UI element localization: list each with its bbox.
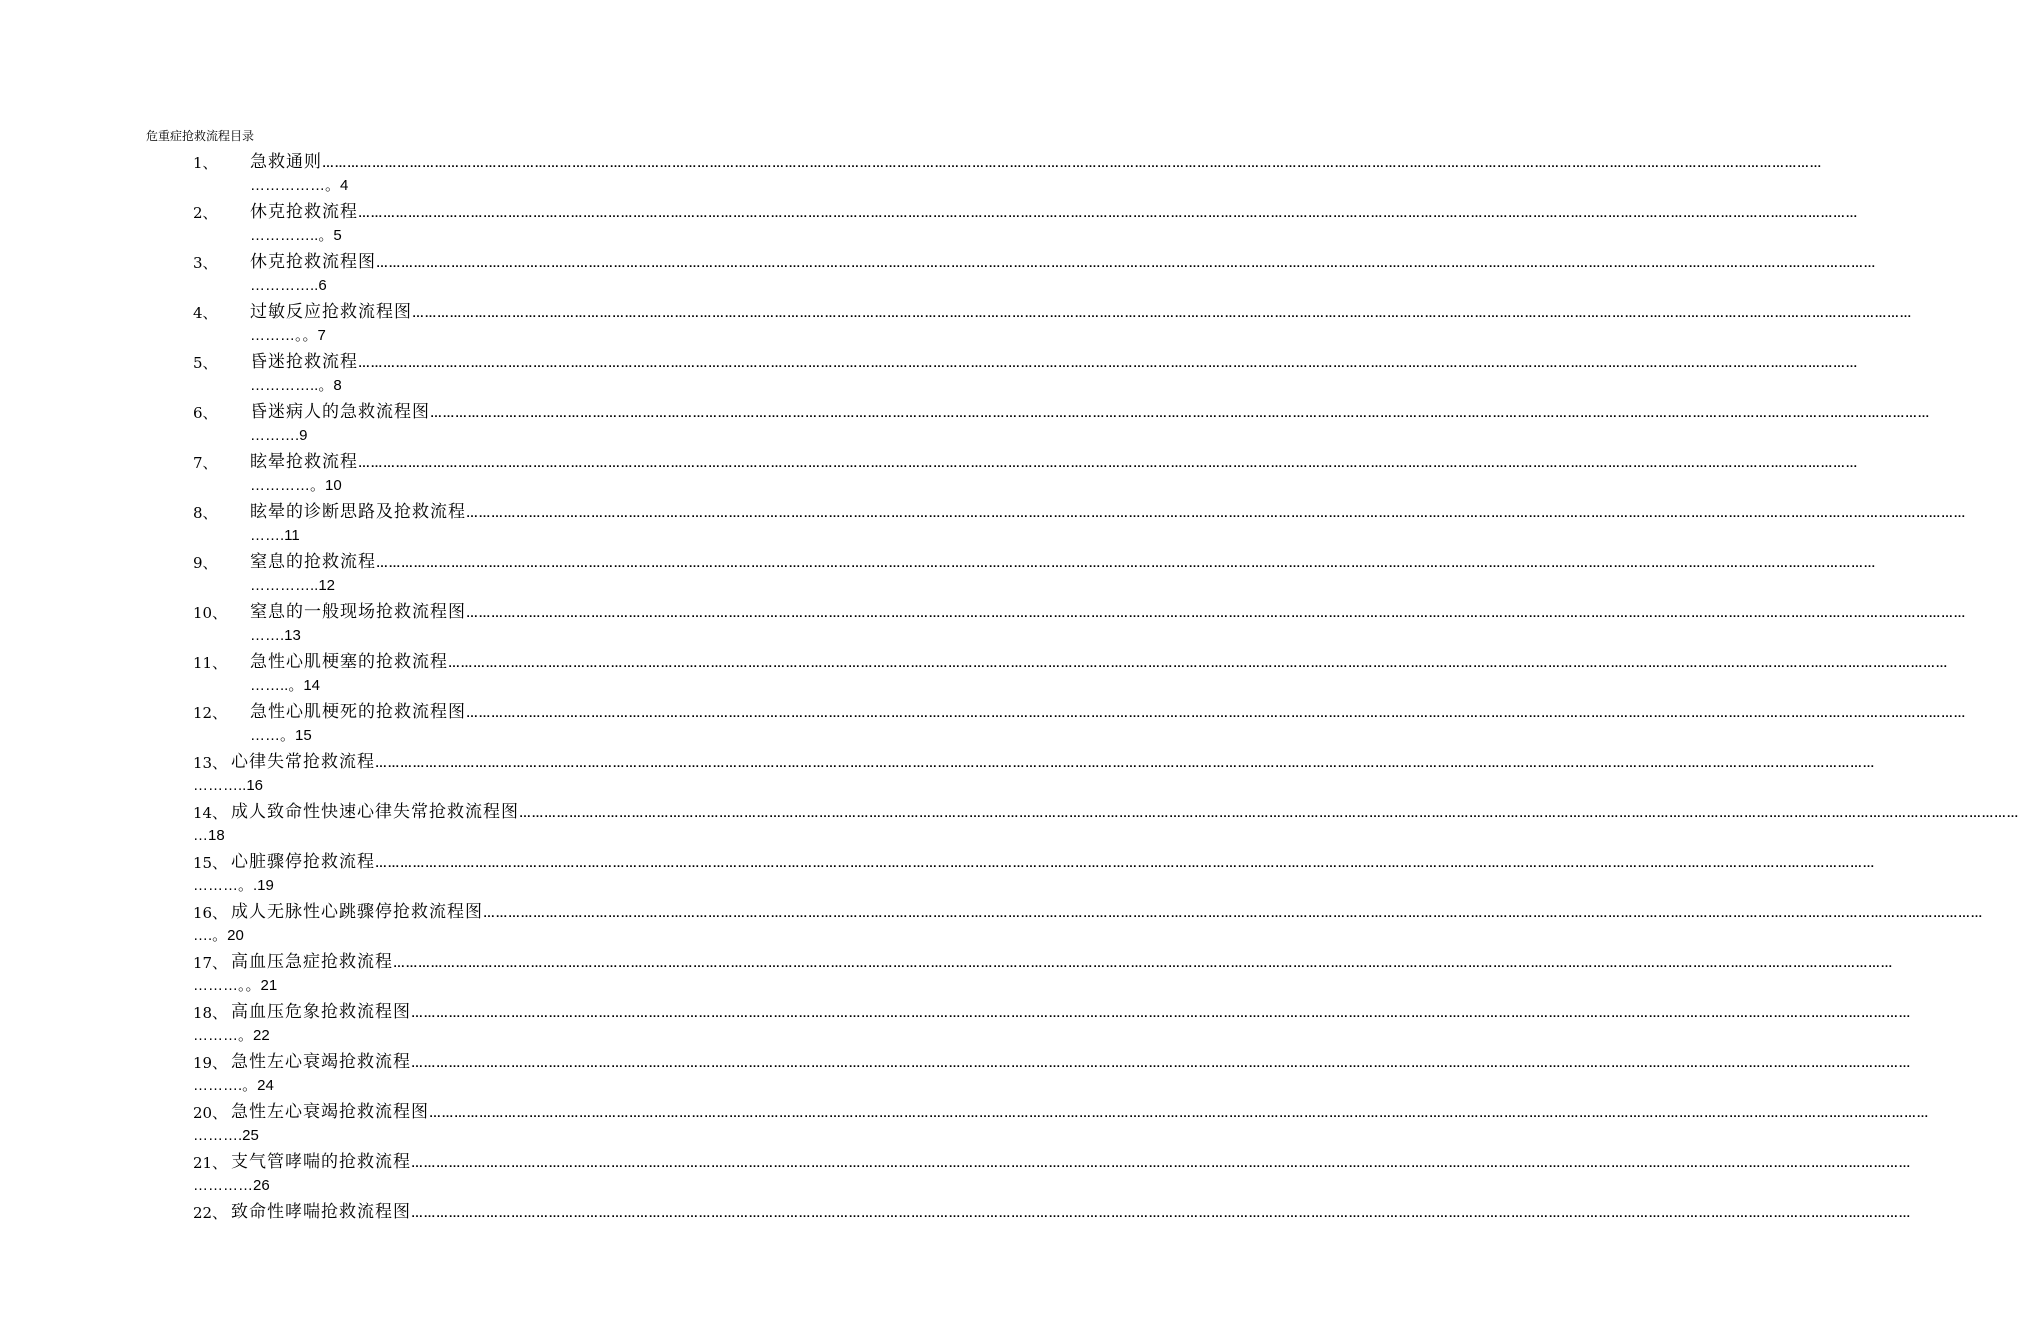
toc-entry-title: 急性左心衰竭抢救流程 (231, 1052, 411, 1072)
toc-entry-title-line (250, 650, 1948, 674)
toc-dot-leader: ……………………………………………………………………………………………………………………………………………………………………………………………………………………………………………………………………………………………………………………………… (466, 606, 1966, 620)
toc-entry-title-line (250, 200, 1858, 224)
toc-entry-number: 22、 (193, 1204, 228, 1222)
toc-entry-page-ref: ……..。14 (250, 677, 321, 694)
toc-entry-page-ref: ………。22 (193, 1027, 270, 1044)
toc-entry[interactable] (0, 950, 1893, 1000)
toc-dot-leader: ……………………………………………………………………………………………………………………………………………………………………………………………………………………………………………………………………………………………………………………………… (358, 206, 1858, 220)
toc-entry-title-line (231, 1000, 1911, 1024)
toc-entry[interactable] (0, 450, 1858, 500)
toc-entry-number: 10、 (193, 604, 228, 622)
toc-entry-title-line (231, 900, 1983, 924)
toc-entry-number: 17、 (193, 954, 228, 972)
toc-entry-number: 13、 (193, 754, 228, 772)
toc-dot-leader: ……………………………………………………………………………………………………………………………………………………………………………………………………………………………………………………………………………………………………………………………… (393, 956, 1893, 970)
toc-entry[interactable] (0, 600, 1966, 650)
toc-entry-number: 15、 (193, 854, 228, 872)
toc-entry-title-line (250, 600, 1966, 624)
toc-entry[interactable] (0, 300, 1912, 350)
toc-entry-title-line (231, 950, 1893, 974)
toc-dot-leader: ……………………………………………………………………………………………………………………………………………………………………………………………………………………………………………………………………………………………………………………………… (519, 806, 2019, 820)
toc-dot-leader: ……………………………………………………………………………………………………………………………………………………………………………………………………………………………………………………………………………………………………………………………… (376, 256, 1876, 270)
toc-entry-title: 过敏反应抢救流程图 (250, 302, 412, 322)
toc-entry-page-ref: …………..12 (250, 577, 336, 594)
toc-dot-leader: ……………………………………………………………………………………………………………………………………………………………………………………………………………………………………………………………………………………………………………………………… (375, 856, 1875, 870)
toc-entry-page-ref: …………..6 (250, 277, 327, 294)
page-title: 危重症抢救流程目录 (146, 129, 255, 143)
toc-entry-page-ref: ….。20 (193, 927, 244, 944)
toc-entry[interactable] (0, 200, 1858, 250)
toc-entry-title: 成人致命性快速心律失常抢救流程图 (231, 802, 519, 822)
toc-entry[interactable] (0, 1000, 1911, 1050)
toc-entry[interactable] (0, 650, 1948, 700)
toc-entry[interactable] (0, 400, 1930, 450)
toc-entry-title: 急性左心衰竭抢救流程图 (231, 1102, 429, 1122)
toc-entry-title-line (250, 400, 1930, 424)
toc-entry-title: 窒息的一般现场抢救流程图 (250, 602, 466, 622)
toc-entry-title: 休克抢救流程图 (250, 252, 376, 272)
toc-entry-title: 急性心肌梗塞的抢救流程 (250, 652, 448, 672)
toc-dot-leader: ……………………………………………………………………………………………………………………………………………………………………………………………………………………………………………………………………………………………………………………………… (322, 156, 1822, 170)
toc-entry[interactable] (0, 1050, 1911, 1100)
toc-entry[interactable] (0, 850, 1875, 900)
toc-entry-title-line (250, 700, 1966, 724)
toc-entry-title-line (250, 150, 1822, 174)
toc-entry[interactable] (0, 1150, 1911, 1200)
toc-entry-number: 19、 (193, 1054, 228, 1072)
toc-entry[interactable] (0, 500, 1966, 550)
toc-entry-title: 昏迷抢救流程 (250, 352, 358, 372)
toc-entry-title-line (231, 850, 1875, 874)
toc-entry[interactable] (0, 550, 1876, 600)
toc-entry[interactable] (0, 1200, 1911, 1250)
toc-entry-title: 支气管哮喘的抢救流程 (231, 1152, 411, 1172)
toc-dot-leader: ……………………………………………………………………………………………………………………………………………………………………………………………………………………………………………………………………………………………………………………………… (411, 1056, 1911, 1070)
toc-dot-leader: ……………………………………………………………………………………………………………………………………………………………………………………………………………………………………………………………………………………………………………………………… (375, 756, 1875, 770)
toc-dot-leader: ……………………………………………………………………………………………………………………………………………………………………………………………………………………………………………………………………………………………………………………………… (358, 356, 1858, 370)
toc-entry-number: 20、 (193, 1104, 228, 1122)
toc-entry-number: 5、 (193, 354, 218, 372)
toc-dot-leader: ……………………………………………………………………………………………………………………………………………………………………………………………………………………………………………………………………………………………………………………………… (429, 1106, 1929, 1120)
toc-entry-page-ref: ………。。7 (250, 327, 326, 344)
toc-entry-page-ref: ………..16 (193, 777, 264, 794)
toc-entry-number: 11、 (193, 654, 228, 672)
toc-entry-title-line (231, 800, 2019, 824)
toc-entry-title-line (250, 550, 1876, 574)
toc-entry-page-ref: ……….。24 (193, 1077, 274, 1094)
toc-entry-title: 致命性哮喘抢救流程图 (231, 1202, 411, 1222)
toc-entry[interactable] (0, 750, 1875, 800)
toc-dot-leader: ……………………………………………………………………………………………………………………………………………………………………………………………………………………………………………………………………………………………………………………………… (466, 506, 1966, 520)
toc-entry-title: 眩晕抢救流程 (250, 452, 358, 472)
toc-entry-page-ref: …………26 (193, 1177, 270, 1194)
toc-entry-number: 2、 (193, 204, 218, 222)
toc-entry-title-line (250, 300, 1912, 324)
toc-entry-page-ref: …………..。5 (250, 227, 342, 244)
toc-entry-number: 4、 (193, 304, 218, 322)
toc-entry-title: 急救通则 (250, 152, 322, 172)
toc-entry-title: 急性心肌梗死的抢救流程图 (250, 702, 466, 722)
toc-entry-number: 21、 (193, 1154, 228, 1172)
toc-entry-title: 高血压危象抢救流程图 (231, 1002, 411, 1022)
toc-entry-title-line (231, 1200, 1911, 1224)
toc-entry-title: 昏迷病人的急救流程图 (250, 402, 430, 422)
toc-dot-leader: ……………………………………………………………………………………………………………………………………………………………………………………………………………………………………………………………………………………………………………………………… (411, 1206, 1911, 1220)
toc-entry-number: 9、 (193, 554, 218, 572)
toc-entry-page-ref: …18 (193, 827, 225, 844)
toc-entry-title-line (231, 1050, 1911, 1074)
toc-entry-number: 14、 (193, 804, 228, 822)
toc-dot-leader: ……………………………………………………………………………………………………………………………………………………………………………………………………………………………………………………………………………………………………………………………… (448, 656, 1948, 670)
toc-entry-page-ref: …….11 (250, 527, 300, 544)
toc-entry-title: 高血压急症抢救流程 (231, 952, 393, 972)
toc-entry[interactable] (0, 700, 1966, 750)
toc-entry-title-line (250, 450, 1858, 474)
toc-entry-page-ref: ……………。4 (250, 177, 349, 194)
toc-dot-leader: ……………………………………………………………………………………………………………………………………………………………………………………………………………………………………………………………………………………………………………………………… (411, 1156, 1911, 1170)
toc-entry-number: 1、 (193, 154, 218, 172)
toc-dot-leader: ……………………………………………………………………………………………………………………………………………………………………………………………………………………………………………………………………………………………………………………………… (483, 906, 1983, 920)
toc-dot-leader: ……………………………………………………………………………………………………………………………………………………………………………………………………………………………………………………………………………………………………………………………… (430, 406, 1930, 420)
toc-entry-title: 成人无脉性心跳骤停抢救流程图 (231, 902, 483, 922)
toc-dot-leader: ……………………………………………………………………………………………………………………………………………………………………………………………………………………………………………………………………………………………………………………………… (358, 456, 1858, 470)
toc-entry-title-line (250, 350, 1858, 374)
toc-entry-title: 休克抢救流程 (250, 202, 358, 222)
toc-entry-title: 窒息的抢救流程 (250, 552, 376, 572)
toc-entry-number: 8、 (193, 504, 218, 522)
toc-entry[interactable] (0, 1100, 1929, 1150)
toc-entry[interactable] (0, 900, 1983, 950)
toc-entry-page-ref: ……….25 (193, 1127, 259, 1144)
toc-entry-number: 18、 (193, 1004, 228, 1022)
toc-entry-number: 6、 (193, 404, 218, 422)
toc-entry-page-ref: ……。15 (250, 727, 312, 744)
toc-entry-page-ref: ………。。21 (193, 977, 278, 994)
toc-entry-number: 16、 (193, 904, 228, 922)
toc-entry-title: 眩晕的诊断思路及抢救流程 (250, 502, 466, 522)
toc-entry[interactable] (0, 150, 1822, 200)
toc-entry-page-ref: …………..。8 (250, 377, 342, 394)
toc-entry-title-line (231, 750, 1875, 774)
toc-entry-page-ref: …………。10 (250, 477, 342, 494)
toc-dot-leader: ……………………………………………………………………………………………………………………………………………………………………………………………………………………………………………………………………………………………………………………………… (466, 706, 1966, 720)
toc-entry-title: 心脏骤停抢救流程 (231, 852, 375, 872)
toc-entry-title-line (250, 500, 1966, 524)
toc-entry-number: 12、 (193, 704, 228, 722)
toc-entry-title-line (250, 250, 1876, 274)
toc-entry[interactable] (0, 250, 1876, 300)
toc-entry-page-ref: ………。.19 (193, 877, 274, 894)
toc-dot-leader: ……………………………………………………………………………………………………………………………………………………………………………………………………………………………………………………………………………………………………………………………… (411, 1006, 1911, 1020)
toc-entry-title-line (231, 1100, 1929, 1124)
toc-entry-page-ref: …….13 (250, 627, 301, 644)
table-of-contents (0, 150, 2019, 1250)
toc-entry[interactable] (0, 800, 2019, 850)
toc-entry-page-ref: ……….9 (250, 427, 308, 444)
toc-entry-number: 3、 (193, 254, 218, 272)
toc-entry-title-line (231, 1150, 1911, 1174)
toc-entry-title: 心律失常抢救流程 (231, 752, 375, 772)
toc-entry-number: 7、 (193, 454, 218, 472)
toc-dot-leader: ……………………………………………………………………………………………………………………………………………………………………………………………………………………………………………………………………………………………………………………………… (412, 306, 1912, 320)
toc-entry[interactable] (0, 350, 1858, 400)
toc-dot-leader: ……………………………………………………………………………………………………………………………………………………………………………………………………………………………………………………………………………………………………………………………… (376, 556, 1876, 570)
